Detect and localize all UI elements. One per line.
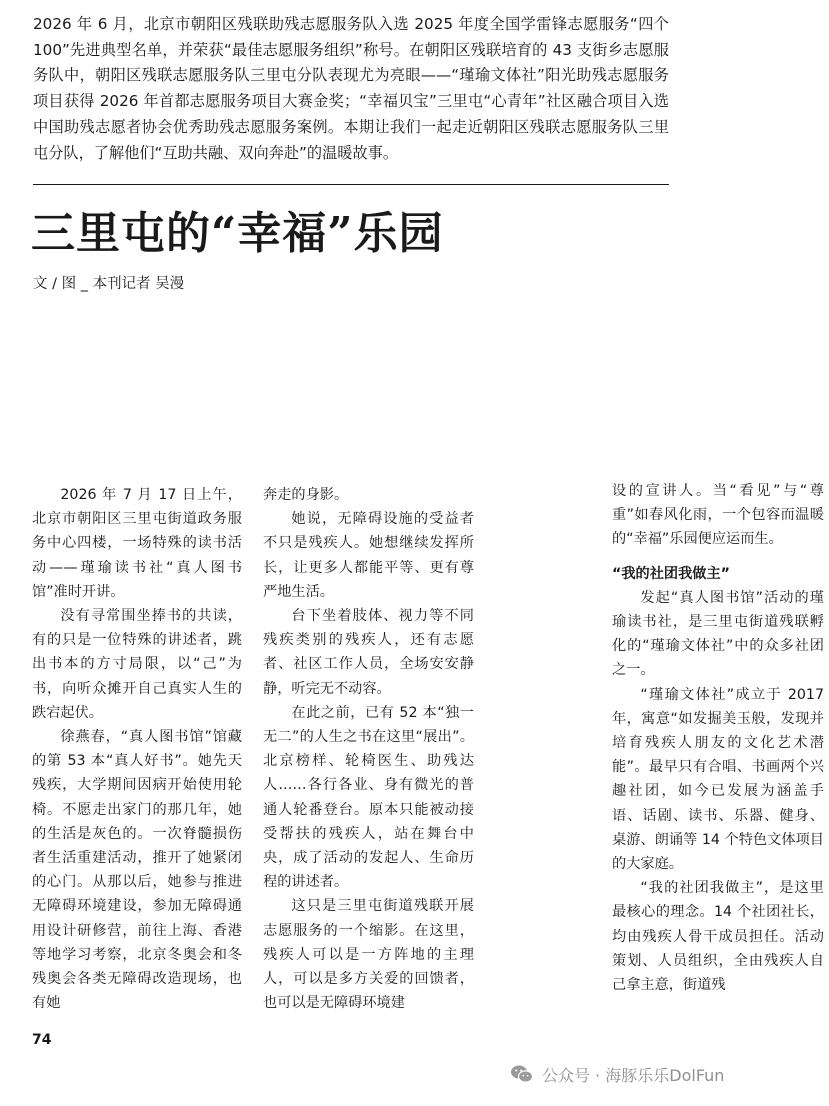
body-paragraph: 这只是三里屯街道残联开展志愿服务的一个缩影。在这里，残疾人可以是一方阵地的主理人，可以是多方关爱的回馈者，也可以是无障碍环境建	[263, 898, 474, 1012]
intro-paragraph: 2026 年 6 月，北京市朝阳区残联助残志愿服务队入选 2025 年度全国学雷锋志愿服务“四个100”先进典型名单，并荣获“最佳志愿服务组织”称号。在朝阳区残联培育的 43 支街乡志愿服务队中，朝阳区残联志愿服务队三里屯分队表现尤为亮眼——“瑾瑜文体社”阳光助残志愿服务项目获得 2026 年首都志愿服务项目大赛金奖；“幸福贝宝”三里屯“心青年”社区融合项目入选中国助残志愿者协会优秀助残志愿服务案例。本期让我们一起走近朝阳区残联志愿服务队三里屯分队，了解他们“互助共融、双向奔赴”的温暖故事。	[33, 15, 669, 162]
body-paragraph: 在此之前，已有 52 本“独一无二”的人生之书在这里“展出”。北京榜样、轮椅医生、助残达人……各行各业、身有微光的普通人轮番登台。原本只能被动接受帮扶的残疾人，站在舞台中央，成了活动的发起人、生命历程的讲述者。	[263, 704, 474, 891]
article-column-1	[32, 483, 242, 1015]
body-paragraph: “我的社团我做主”，是这里最核心的理念。14 个社团社长，均由残疾人骨干成员担任。活动策划、人员组织，全由残疾人自己拿主意，街道残	[612, 880, 824, 994]
page-number: 74	[32, 1032, 52, 1048]
wechat-icon	[510, 1064, 534, 1084]
watermark-text: 公众号 · 海豚乐乐DolFun	[542, 1065, 725, 1085]
section-heading: “我的社团我做主”	[612, 565, 730, 582]
body-paragraph: 她说，无障碍设施的受益者不只是残疾人。她想继续发挥所长，让更多人都能平等、更有尊严地生活。	[263, 511, 474, 600]
byline: 文 / 图 _ 本刊记者 吴漫	[33, 276, 185, 292]
body-paragraph: 发起“真人图书馆”活动的瑾瑜读书社，是三里屯街道残联孵化的“瑾瑜文体社”中的众多社团之一。	[612, 589, 824, 679]
intro-divider	[33, 184, 669, 185]
body-paragraph: 2026 年 7 月 17 日上午，北京市朝阳区三里屯街道政务服务中心四楼，一场特殊的读书活动——瑾瑜读书社“真人图书馆”准时开讲。	[32, 487, 242, 600]
body-paragraph: 没有寻常围坐捧书的共读，有的只是一位特殊的讲述者，跳出书本的方寸局限，以“己”为书，向听众摊开自己真实人生的跌宕起伏。	[32, 608, 242, 721]
article-column-2	[263, 483, 474, 1015]
body-paragraph: 台下坐着肢体、视力等不同残疾类别的残疾人，还有志愿者、社区工作人员，全场安安静静，听完无不动容。	[263, 608, 474, 697]
watermark	[510, 1063, 724, 1085]
body-paragraph-continued: 设的宣讲人。当“看见”与“尊重”如春风化雨，一个包容而温暖的“幸福”乐园便应运而生。	[612, 483, 824, 548]
article-title: 三里屯的“幸福”乐园	[31, 208, 444, 259]
body-paragraph: “瑾瑜文体社”成立于 2017 年，寓意“如发掘美玉般，发现并培育残疾人朋友的文化艺术潜能”。最早只有合唱、书画两个兴趣社团，如今已发展为涵盖手语、话剧、读书、乐器、健身、桌游、朗诵等 14 个特色文体项目的大家庭。	[612, 686, 824, 873]
section-spacer	[612, 552, 824, 562]
body-paragraph: 徐燕春，“真人图书馆”馆藏的第 53 本“真人好书”。她先天残疾，大学期间因病开始使用轮椅。不愿走出家门的那几年，她的生活是灰色的。一次脊髓损伤者生活重建活动，推开了她紧闭的心门。从那以后，她参与推进无障碍环境建设，参加无障碍通用设计研修营，前往上海、香港等地学习考察，北京冬奥会和冬残奥会各类无障碍改造现场，也有她	[32, 729, 242, 1012]
article-column-3	[612, 479, 824, 997]
body-paragraph-continued: 奔走的身影。	[263, 487, 349, 503]
